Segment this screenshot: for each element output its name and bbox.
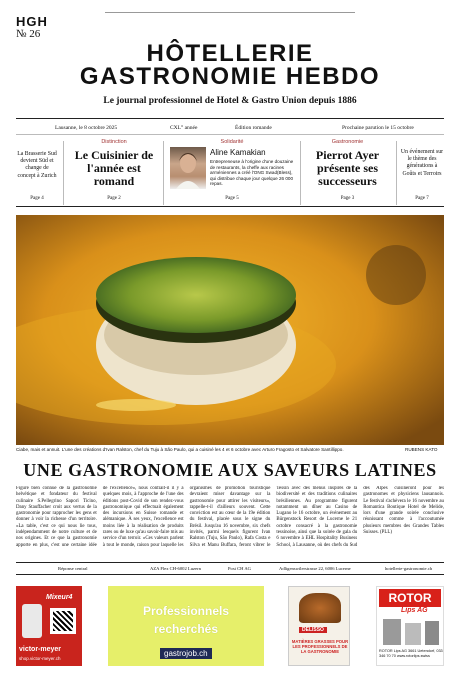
divider	[63, 141, 64, 205]
teaser-1-page: Page 4	[30, 196, 44, 201]
ad-rotor-brand: ROTOR	[379, 589, 441, 607]
footer-rule-bottom	[16, 574, 444, 575]
teaser-3-name: Aline Kamakian	[210, 148, 266, 157]
footer-aza: AZA Flex CH-6002 Luzern	[150, 566, 201, 571]
teaser-5[interactable]	[400, 139, 444, 199]
teaser-5-page: Page 7	[415, 196, 429, 201]
machine-icon	[383, 619, 401, 645]
qr-code-icon	[50, 608, 76, 634]
teaser-1-text: La Brasserie Sud devient Süd et change de concept à Zurich	[17, 151, 57, 179]
hero-photo	[16, 215, 444, 445]
teaser-3-category: Solidarité	[220, 139, 244, 145]
issue-number: № 26	[16, 28, 41, 40]
teaser-2[interactable]	[70, 139, 158, 199]
divider	[396, 141, 397, 205]
ad-victor-brand: victor-meyer	[19, 646, 62, 653]
ad-gastrojob[interactable]	[108, 586, 264, 666]
meta-next-issue: Prochaine parution le 15 octobre	[342, 125, 414, 131]
article-body: Figure bien connue de la gastronomie helvétique et fondateur du festival culinaire S.Pellegrino Sapori Ticino, Dany Stauffacher croit aux vertus de la gastronomie pour rapprocher les gens et donner à voir la richesse d'un territoire. «La table, c'est ce qui nous lie tous, indépendamment de notre culture et de nos origines. Et ce que la gastronomie apporte en plus, c'est une certaine idée de l'excellence», nous confiait-il il y a quelques mois, à l'approche de l'une des éditions post-Covid de son rendez-vous gastronomique qui effectuait également des incursions en Suisse romande et alémanique. À ses yeux, l'excellence est moins liée à la réalisation de produits rares ou de luxe qu'au savoir-faire mis au service d'un terroir. «Ces valeurs parlent à tout le monde, raison pour laquelle les organismes de promotion touristique devraient miser davantage sur la gastronomie pour attirer les visiteurs», rappelle-t-il d'ailleurs souvent. Cette conviction est au cœur de la 19e édition du festival, placée sous le signe du Brésil. Jusqu'au 16 novembre, six chefs invités, parmi lesquels figurent Ivan Ralston (Tuju, São Paulo), Rafa Costa e Silva et Manu Buffara, feront vibrer le Tessin avec des menus inspirés de la biodiversité et des traditions culinaires brésiliennes. Au programme figurent notamment un dîner au Casino de Lugano le 16 octobre, un événement au Bürgenstock Resort de Lucerne le 21 octobre consacré à la gastronomie tessinoise, ainsi que la soirée de gala du 6 novembre à EHL Hospitality Business School, à Lausanne, où des chefs du Sud des Alpes cuisineront pour les gastronomes et physiciens lausannois. Le festival s'achèvera le 16 novembre au Romantica Boutique Hotel de Melide, lors d'une grande soirée conclusive réunissant comme à l'accoutumée plusieurs membres des Grandes Tables Suisses. (PLL)	[16, 486, 444, 548]
mixer-icon	[22, 604, 42, 638]
footer-response: Réponse central	[58, 566, 88, 571]
ad-rotor-contact: ROTOR Lips AG 3661 Uetendorf, 033 346 70 70 www.rotorlips.swiss	[379, 649, 443, 658]
masthead-abbr: HGH	[16, 14, 48, 29]
teaser-2-headline: Le Cuisinier de l'année est romand	[74, 148, 154, 188]
top-rule	[105, 12, 355, 13]
teaser-2-category: Distinction	[101, 139, 127, 145]
meta-edition: Édition romande	[235, 125, 272, 131]
ad-gastrojob-url: gastrojob.ch	[160, 648, 212, 659]
divider	[300, 141, 301, 205]
teaser-5-text: Un événement sur le thème des générations à Goûts et Terroirs	[400, 149, 444, 177]
teaser-3-page: Page 5	[225, 196, 239, 201]
footer-web[interactable]: hotellerie-gastronomie.ch	[385, 566, 433, 571]
ad-rotor-sub: Lips AG	[401, 607, 428, 614]
teaser-3-text: Entrepreneuse à l'origine d'une douzaine de restaurants, la cheffe aux racines arméniennes a créé l'ONG Swad(Bless), qui distribue chaque jour quelque 26 000 repas.	[210, 159, 294, 187]
divider	[163, 141, 164, 205]
ad-delisso-text: MATIÈRES GRASSES POUR LES PROFESSIONNELS DE LA GASTRONOMIE	[291, 639, 349, 654]
ad-mixeur-label: Mixeur4	[46, 594, 73, 601]
footer-post: Post CH AG	[228, 566, 251, 571]
ad-victor-meyer[interactable]	[16, 586, 82, 666]
teaser-1[interactable]	[16, 139, 58, 199]
masthead-rule	[16, 118, 444, 119]
ad-rotor[interactable]	[376, 586, 444, 666]
teaser-4-category: Gastronomie	[331, 139, 364, 145]
meta-rule	[16, 134, 444, 135]
teaser-rule	[16, 206, 444, 207]
meta-date: Lausanne, le 8 octobre 2025	[55, 125, 118, 131]
masthead-subtitle: Le journal professionnel de Hotel & Gastro Union depuis 1886	[103, 96, 357, 106]
teaser-4-headline: Pierrot Ayer présente ses successeurs	[315, 148, 380, 188]
machine-icon	[425, 621, 439, 645]
teaser-3[interactable]	[168, 139, 296, 199]
article-headline[interactable]: UNE GASTRONOMIE AUX SAVEURS LATINES	[23, 460, 437, 480]
portrait-photo	[170, 147, 206, 189]
footer-rule	[16, 562, 444, 563]
teaser-2-page: Page 2	[107, 196, 121, 201]
teaser-4-page: Page 3	[340, 196, 355, 201]
burger-icon	[299, 593, 341, 623]
masthead-title-line1: HÔTELLERIE	[146, 40, 314, 67]
ad-gastrojob-line2: recherchés	[153, 622, 219, 636]
machine-icon	[405, 623, 421, 645]
teaser-4[interactable]	[305, 139, 390, 199]
footer-address: Adligenswilerstrasse 22, 6006 Lucerne	[279, 566, 351, 571]
ad-victor-url: shop.victor-meyer.ch	[19, 656, 61, 661]
ad-gastrojob-line1: Professionnels	[142, 604, 230, 618]
ad-delisso-brand: DELISSO	[299, 627, 327, 633]
masthead-title-line2: GASTRONOMIE HEBDO	[79, 63, 381, 90]
photo-credit: RUBENS KATO	[405, 447, 438, 452]
photo-caption: Ciabe, mais et annuit. L'une des créations d'Ivan Ralston, chef du Tuju à São Paulo, qui a cuisiné les 4 et 6 octobre avec Arturo Fragosto et Salvatore Santillippo.	[16, 447, 344, 452]
meta-year: CXL° année	[170, 125, 198, 131]
ad-delisso[interactable]	[288, 586, 350, 666]
